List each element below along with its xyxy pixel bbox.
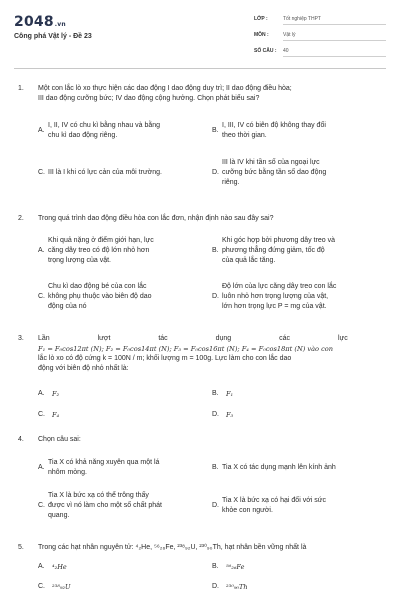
option-letter: C. [38,293,45,300]
option-line: khỏe con người. [222,507,273,514]
option-letter: B. [212,464,219,471]
option-line: chu kì dao động riêng. [48,132,118,139]
meta-class-row [254,16,386,26]
question-stem [38,214,386,224]
meta-label: MÔN : [254,32,269,38]
stem-line: Một con lắc lò xo thực hiện các dao động I dao động duy trì; II dao động điều hòa; [38,85,292,92]
option-line: Khi quả nặng ở điểm giới hạn, lực [48,237,154,244]
meta-value: Vật lý [283,32,386,41]
option-letter: D. [212,169,219,176]
option-text [222,282,336,312]
logo-domain-text: .vn [54,21,66,28]
option-letter: A. [38,464,45,471]
stem-line: động với biên độ nhỏ nhất là: [38,365,129,372]
option-line: quang. [48,512,70,519]
option-text: F₄ [52,411,60,419]
option-line: động của nó [48,303,87,310]
option-line: Khi góc hợp bởi phương dây treo và [222,237,336,244]
option-text [222,121,326,141]
header-divider [14,68,386,69]
option-text: ²³⁰₉₀Th [226,583,248,591]
option-text [48,282,152,312]
meta-label: LỚP : [254,16,268,22]
stem-line: Lần lượt tác dụng các lực [38,335,348,342]
option-line: của quả lắc tăng. [222,257,276,264]
option-text: ⁴₂He [52,563,67,571]
stem-line: Trong các hạt nhân nguyên tử: ⁴₂He, ⁵⁶₂₆Fe, ²³⁸₉₂U, ²³⁰₉₀Th, hạt nhân bền vững nhất là [38,544,307,551]
option-text [48,168,162,178]
option-line: riêng. [222,179,240,186]
stem-line: lắc lò xo có độ cứng k = 100N / m; khối lượng m = 100g. Lực làm cho con lắc dao [38,355,292,362]
option-letter: B. [212,563,219,570]
question-number: 3. [18,335,24,342]
option-line: I, II, IV có chu kì bằng nhau và bằng [48,122,161,129]
question-number: 2. [18,215,24,222]
option-text [48,121,160,141]
question-number: 4. [18,436,24,443]
option-letter: D. [212,411,219,418]
option-line: nhôm mỏng. [48,469,87,476]
option-line: Chu kì dao động bé của con lắc [48,283,147,290]
option-letter: C. [38,583,45,590]
meta-subject-row [254,32,386,42]
option-text: F₃ [226,411,234,419]
option-letter: D. [212,583,219,590]
option-letter: B. [212,390,219,397]
option-letter: D. [212,293,219,300]
option-letter: B. [212,127,219,134]
question-stem [38,543,386,553]
option-line: trọng lượng của vật. [48,257,111,264]
option-line: Độ lớn của lực căng dây treo con lắc [222,283,337,290]
option-line: luôn nhỏ hơn trọng lượng của vật, [222,293,329,300]
stem-line: Chọn câu sai: [38,436,81,443]
option-letter: A. [38,247,45,254]
meta-value: Tốt nghiệp THPT [283,16,386,25]
option-line: Tia X là bức xạ có thể trông thấy [48,492,149,499]
document-header [0,0,400,62]
option-text: ²³⁸₉₂U [52,583,71,591]
meta-count-row [254,48,386,58]
option-letter: A. [38,127,45,134]
option-line: III là I khi có lực cản của môi trường. [48,169,162,176]
option-text [222,496,326,516]
option-line: Tia X có tác dụng mạnh lên kính ảnh [222,464,336,471]
option-line: theo thời gian. [222,132,267,139]
option-text [48,491,162,521]
option-line: cưỡng bức bằng tần số dao động [222,169,327,176]
site-logo [14,14,66,30]
question-number: 5. [18,544,24,551]
option-letter: B. [212,247,219,254]
option-letter: C. [38,411,45,418]
question-stem [38,334,386,374]
meta-value: 40 [283,48,386,57]
option-text: F₂ [52,390,60,398]
stem-line-formula: F₁ = F₀cos12πt (N); F₂ = F₀cos14πt (N); F₃ = F₀cos16πt (N); F₄ = F₀cos18πt (N) vào con [38,345,334,353]
stem-line: III dao động cưỡng bức; IV dao động cộng hưởng. Chọn phát biểu sai? [38,95,260,102]
option-text: F₁ [226,390,234,398]
option-line: không phụ thuộc vào biên độ dao [48,293,152,300]
option-line: lớn hơn trọng lực P = mg của vật. [222,303,327,310]
option-line: căng dây treo có độ lớn nhỏ hơn [48,247,150,254]
option-letter: C. [38,502,45,509]
option-letter: D. [212,502,219,509]
question-stem [38,435,386,445]
document-title: Công phá Vật lý - Đề 23 [14,33,92,40]
meta-label: SỐ CÂU : [254,48,277,54]
option-text [48,236,154,266]
option-letter: C. [38,169,45,176]
option-line: I, III, IV có biên độ không thay đổi [222,122,326,129]
option-text [222,463,336,473]
question-number: 1. [18,85,24,92]
option-text [222,236,335,266]
option-line: được vì nó làm cho một số chất phát [48,502,162,509]
stem-line: Trong quá trình dao động điều hòa con lắc đơn, nhận định nào sau đây sai? [38,215,274,222]
option-letter: A. [38,390,45,397]
logo-main-text: 2048 [14,14,54,30]
option-text: ⁵⁶₂₆Fe [226,563,245,571]
option-line: Tia X là bức xạ có hại đối với sức [222,497,326,504]
option-text [48,458,159,478]
option-line: Tia X có khả năng xuyên qua một lá [48,459,160,466]
option-line: phương thẳng đứng giảm, tốc độ [222,247,325,254]
option-letter: A. [38,563,45,570]
option-text [222,158,326,188]
option-line: III là IV khi tần số của ngoại lực [222,159,320,166]
question-stem [38,84,386,104]
